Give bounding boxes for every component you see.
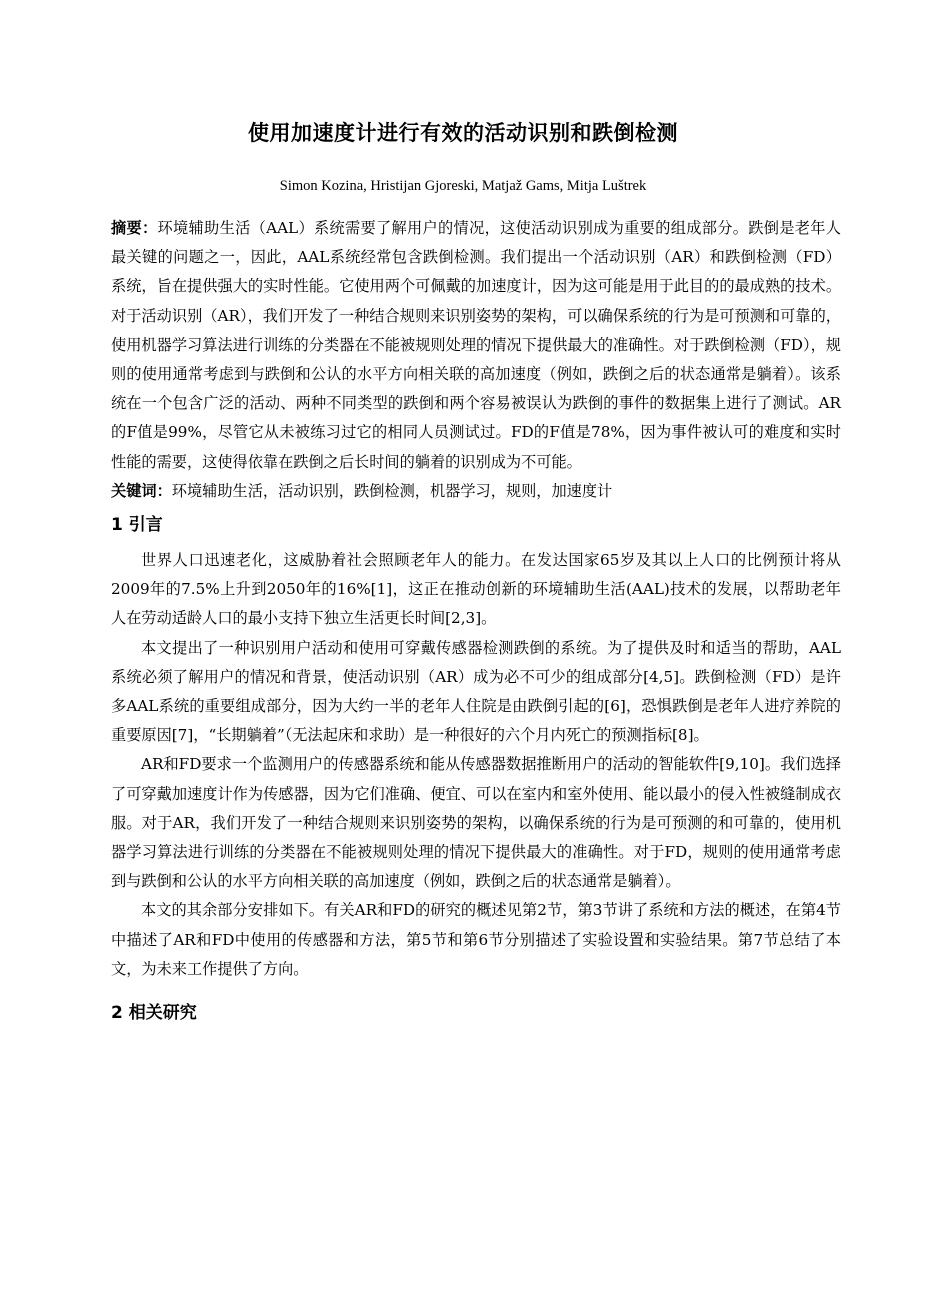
section-heading-related-work: 2 相关研究	[111, 1003, 197, 1024]
keywords-text: 环境辅助生活，活动识别，跌倒检测，机器学习，规则，加速度计	[171, 481, 613, 500]
section-heading-introduction: 1 引言	[111, 515, 163, 536]
paper-authors: Simon Kozina, Hristijan Gjoreski, Matjaž Gams, Mitja Luštrek	[279, 178, 647, 194]
intro-paragraph: AR和FD要求一个监测用户的传感器系统和能从传感器数据推断用户的活动的智能软件[9,10]。我们选择了可穿戴加速度计作为传感器，因为它们准确、便宜、可以在室内和室外使用、能以最小的侵入性被缝制成衣服。对于AR，我们开发了一种结合规则来识别姿势的架构，以确保系统的行为是可预测的和可靠的，使用机器学习算法进行训练的分类器在不能被规则处理的情况下提供最大的准确性。对于FD，规则的使用通常考虑到与跌倒和公认的水平方向相关联的高加速度（例如，跌倒之后的状态通常是躺着）。	[111, 755, 841, 891]
keywords-label: 关键词：	[111, 481, 172, 500]
intro-paragraph: 本文提出了一种识别用户活动和使用可穿戴传感器检测跌倒的系统。为了提供及时和适当的帮助，AAL系统必须了解用户的情况和背景，使活动识别（AR）成为必不可少的组成部分[4,5]。跌倒检测（FD）是许多AAL系统的重要组成部分，因为大约一半的老年人住院是由跌倒引起的[6]，恐惧跌倒是老年人进疗养院的重要原因[7]，“长期躺着”（无法起床和求助）是一种很好的六个月内死亡的预测指标[8]。	[111, 638, 841, 745]
intro-paragraph: 世界人口迅速老化，这威胁着社会照顾老年人的能力。在发达国家65岁及其以上人口的比例预计将从2009年的7.5%上升到2050年的16%[1]，这正在推动创新的环境辅助生活(AAL)技术的发展，以帮助老年人在劳动适龄人口的最小支持下独立生活更长时间[2,3]。	[111, 551, 841, 628]
abstract	[111, 214, 841, 477]
abstract-label: 摘要：	[111, 219, 158, 237]
abstract-text: 环境辅助生活（AAL）系统需要了解用户的情况，这使活动识别成为重要的组成部分。跌倒是老年人最关键的问题之一，因此，AAL系统经常包含跌倒检测。我们提出一个活动识别（AR）和跌倒检测（FD）系统，旨在提供强大的实时性能。它使用两个可佩戴的加速度计，因为这可能是用于此目的的最成熟的技术。对于活动识别（AR），我们开发了一种结合规则来识别姿势的架构，可以确保系统的行为是可预测和可靠的，使用机器学习算法进行训练的分类器在不能被规则处理的情况下提供最大的准确性。对于跌倒检测（FD），规则的使用通常考虑到与跌倒和公认的水平方向相关联的高加速度（例如，跌倒之后的状态通常是躺着）。该系统在一个包含广泛的活动、两种不同类型的跌倒和两个容易被误认为跌倒的事件的数据集上进行了测试。AR的F值是99%，尽管它从未被练习过它的相同人员测试过。FD的F值是78%，因为事件被认可的难度和实时性能的需要，这使得依靠在跌倒之后长时间的躺着的识别成为不可能。	[111, 219, 841, 471]
intro-paragraph: 本文的其余部分安排如下。有关AR和FD的研究的概述见第2节，第3节讲了系统和方法的概述，在第4节中描述了AR和FD中使用的传感器和方法，第5节和第6节分别描述了实验设置和实验结果。第7节总结了本文，为未来工作提供了方向。	[111, 901, 841, 978]
paper-title: 使用加速度计进行有效的活动识别和跌倒检测	[248, 121, 678, 145]
paper-body	[111, 214, 841, 1028]
keywords	[111, 477, 841, 506]
